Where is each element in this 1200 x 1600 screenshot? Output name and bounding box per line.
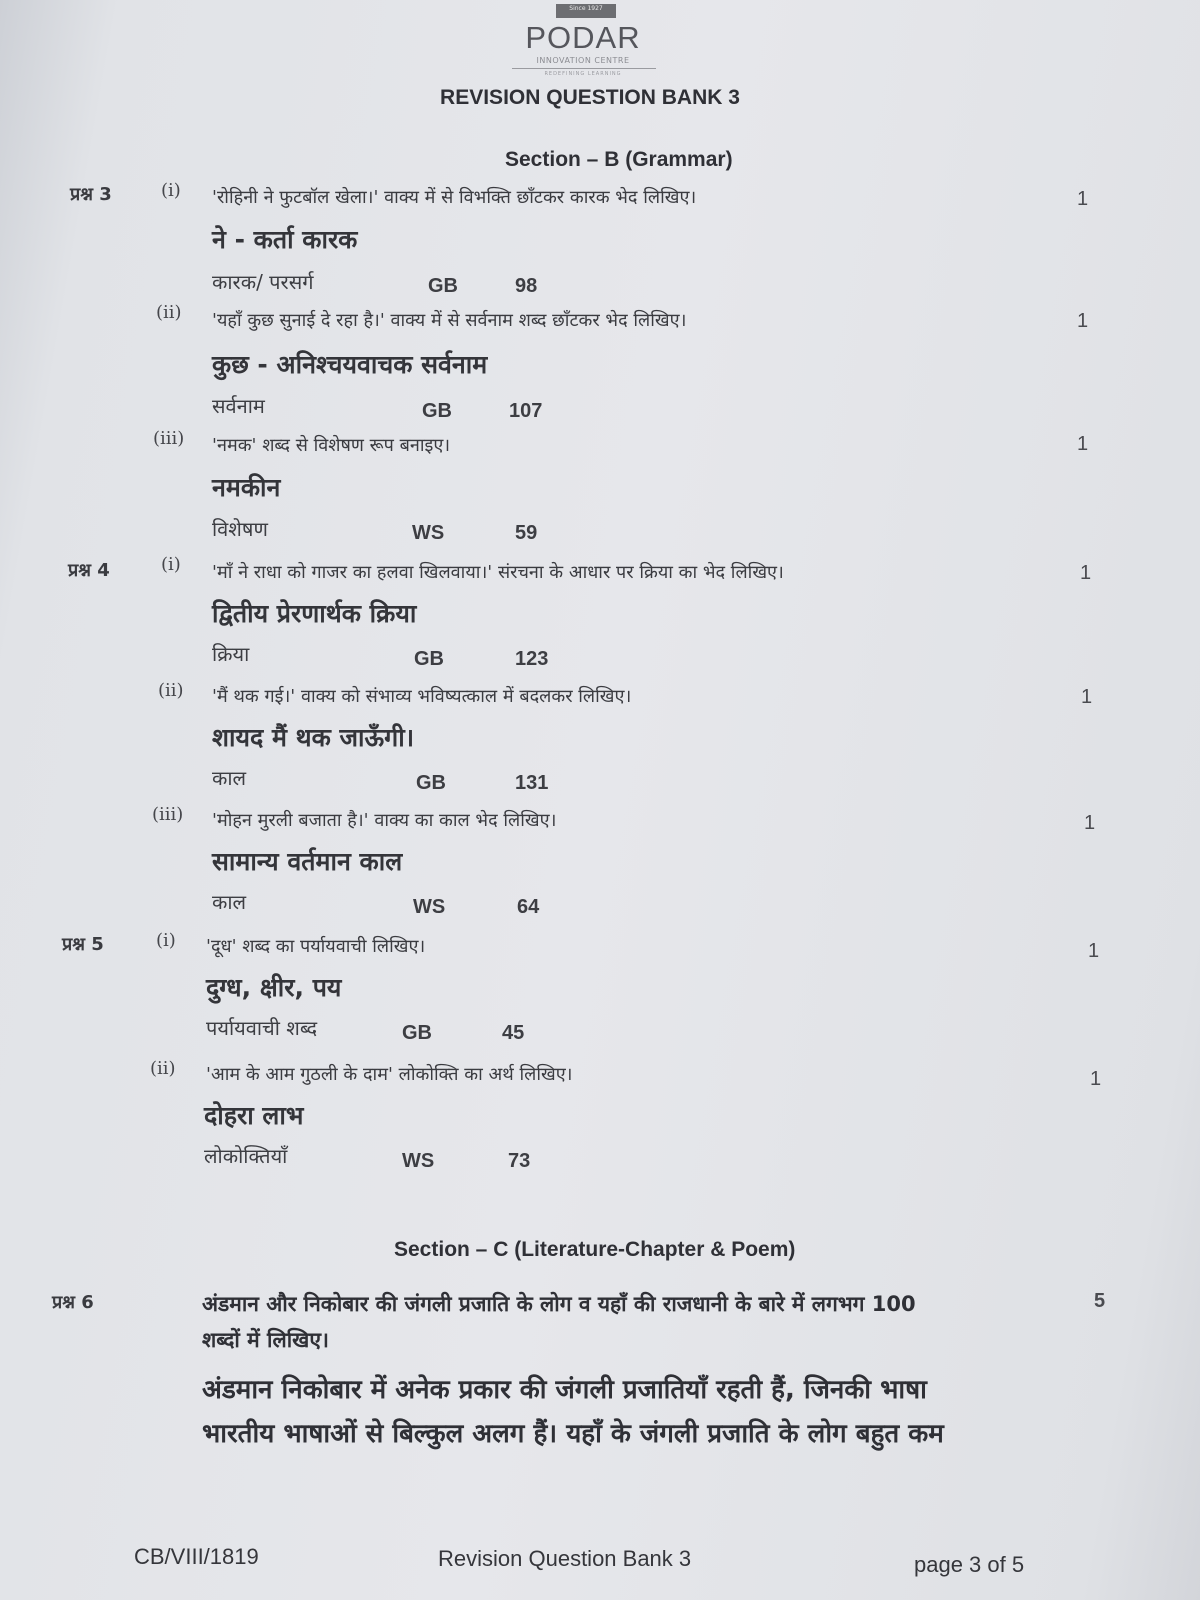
q3-i-number: (i) xyxy=(161,180,181,201)
q4-ii-book: GB xyxy=(416,772,446,794)
q4-i-topic: क्रिया xyxy=(212,642,250,666)
q3-iii-answer: नमकीन xyxy=(212,473,281,502)
q4-ii-number: (ii) xyxy=(158,680,184,701)
q3-i-page: 98 xyxy=(515,275,538,297)
document-title: REVISION QUESTION BANK 3 xyxy=(440,86,740,109)
footer-page-number: page 3 of 5 xyxy=(914,1552,1025,1577)
q3-ii-answer: कुछ - अनिश्चयवाचक सर्वनाम xyxy=(212,350,488,379)
footer-code: CB/VIII/1819 xyxy=(134,1544,259,1569)
q4-ii-topic: काल xyxy=(212,766,247,790)
q4-iii-question: 'मोहन मुरली बजाता है।' वाक्य का काल भेद लिखिए। xyxy=(212,810,557,831)
q4-ii-answer: शायद मैं थक जाऊँगी। xyxy=(212,723,415,752)
q5-i-answer: दुग्ध, क्षीर, पय xyxy=(206,973,342,1002)
q3-ii-topic: सर्वनाम xyxy=(212,394,265,418)
q4-iii-page: 64 xyxy=(517,896,540,918)
q5-i-question: 'दूध' शब्द का पर्यायवाची लिखिए। xyxy=(206,936,426,957)
q5-i-page: 45 xyxy=(502,1022,525,1044)
q3-iii-number: (iii) xyxy=(153,428,185,449)
q3-ii-number: (ii) xyxy=(156,302,182,323)
q3-iii-topic: विशेषण xyxy=(212,517,268,541)
q5-ii-answer: दोहरा लाभ xyxy=(204,1101,304,1130)
logo-divider xyxy=(512,68,656,69)
q6-label: प्रश्न 6 xyxy=(52,1292,94,1313)
q5-i-topic: पर्यायवाची शब्द xyxy=(206,1016,318,1040)
q5-i-book: GB xyxy=(402,1022,432,1044)
q4-ii-question: 'मैं थक गई।' वाक्य को संभाव्य भविष्यत्काल में बदलकर लिखिए। xyxy=(212,686,632,707)
q5-ii-topic: लोकोक्तियाँ xyxy=(204,1144,288,1168)
q4-i-marks: 1 xyxy=(1080,562,1092,584)
q3-i-question: 'रोहिनी ने फुटबॉल खेला।' वाक्य में से विभक्ति छाँटकर कारक भेद लिखिए। xyxy=(212,187,697,208)
q5-ii-question: 'आम के आम गुठली के दाम' लोकोक्ति का अर्थ लिखिए। xyxy=(206,1064,573,1085)
q3-iii-marks: 1 xyxy=(1077,433,1089,455)
q3-iii-question: 'नमक' शब्द से विशेषण रूप बनाइए। xyxy=(212,435,451,456)
q5-ii-page: 73 xyxy=(508,1150,531,1172)
logo-tagline: REDEFINING LEARNING xyxy=(544,71,622,77)
q5-ii-book: WS xyxy=(402,1150,435,1172)
q4-i-book: GB xyxy=(414,648,444,670)
logo-name: PODAR xyxy=(525,20,641,55)
q3-i-book: GB xyxy=(428,275,458,297)
q3-ii-marks: 1 xyxy=(1077,310,1089,332)
q3-iii-book: WS xyxy=(412,522,445,544)
q4-label: प्रश्न 4 xyxy=(68,560,110,581)
q3-ii-book: GB xyxy=(422,400,452,422)
q4-i-page: 123 xyxy=(515,648,549,670)
q4-iii-marks: 1 xyxy=(1084,812,1096,834)
q5-i-marks: 1 xyxy=(1088,940,1100,962)
q4-iii-topic: काल xyxy=(212,890,247,914)
q3-i-topic: कारक/ परसर्ग xyxy=(212,270,314,294)
q6-answer-line-2: भारतीय भाषाओं से बिल्कुल अलग हैं। यहाँ के जंगली प्रजाति के लोग बहुत कम xyxy=(202,1419,944,1449)
q4-iii-number: (iii) xyxy=(152,804,184,825)
q6-marks: 5 xyxy=(1094,1290,1106,1312)
q4-i-number: (i) xyxy=(161,554,181,575)
q4-i-answer: द्वितीय प्रेरणार्थक क्रिया xyxy=(212,599,417,628)
logo-since-text: Since 1927 xyxy=(569,5,603,12)
q5-ii-marks: 1 xyxy=(1090,1068,1102,1090)
q6-question-line-2: शब्दों में लिखिए। xyxy=(202,1328,329,1352)
q4-i-question: 'माँ ने राधा को गाजर का हलवा खिलवाया।' संरचना के आधार पर क्रिया का भेद लिखिए। xyxy=(212,562,784,583)
section-b-heading: Section – B (Grammar) xyxy=(505,148,733,171)
q6-answer-line-1: अंडमान निकोबार में अनेक प्रकार की जंगली प्रजातियाँ रहती हैं, जिनकी भाषा xyxy=(202,1375,927,1405)
q3-i-marks: 1 xyxy=(1077,188,1089,210)
footer-title: Revision Question Bank 3 xyxy=(438,1546,692,1571)
q4-iii-book: WS xyxy=(413,896,446,918)
q5-ii-number: (ii) xyxy=(150,1058,176,1079)
q5-label: प्रश्न 5 xyxy=(62,934,104,955)
q3-i-answer: ने - कर्ता कारक xyxy=(212,225,358,254)
q3-ii-question: 'यहाँ कुछ सुनाई दे रहा है।' वाक्य में से सर्वनाम शब्द छाँटकर भेद लिखिए। xyxy=(212,310,687,331)
q6-question-line-1: अंडमान और निकोबार की जंगली प्रजाति के लोग व यहाँ की राजधानी के बारे में लगभग 100 xyxy=(202,1292,916,1316)
q3-iii-page: 59 xyxy=(515,522,538,544)
q4-ii-marks: 1 xyxy=(1081,686,1093,708)
q4-iii-answer: सामान्य वर्तमान काल xyxy=(212,847,403,876)
logo-subtitle: INNOVATION CENTRE xyxy=(536,56,630,65)
q3-label: प्रश्न 3 xyxy=(70,184,112,205)
q5-i-number: (i) xyxy=(156,930,176,951)
section-c-heading: Section – C (Literature-Chapter & Poem) xyxy=(394,1238,796,1261)
q3-ii-page: 107 xyxy=(509,400,543,422)
q4-ii-page: 131 xyxy=(515,772,549,794)
